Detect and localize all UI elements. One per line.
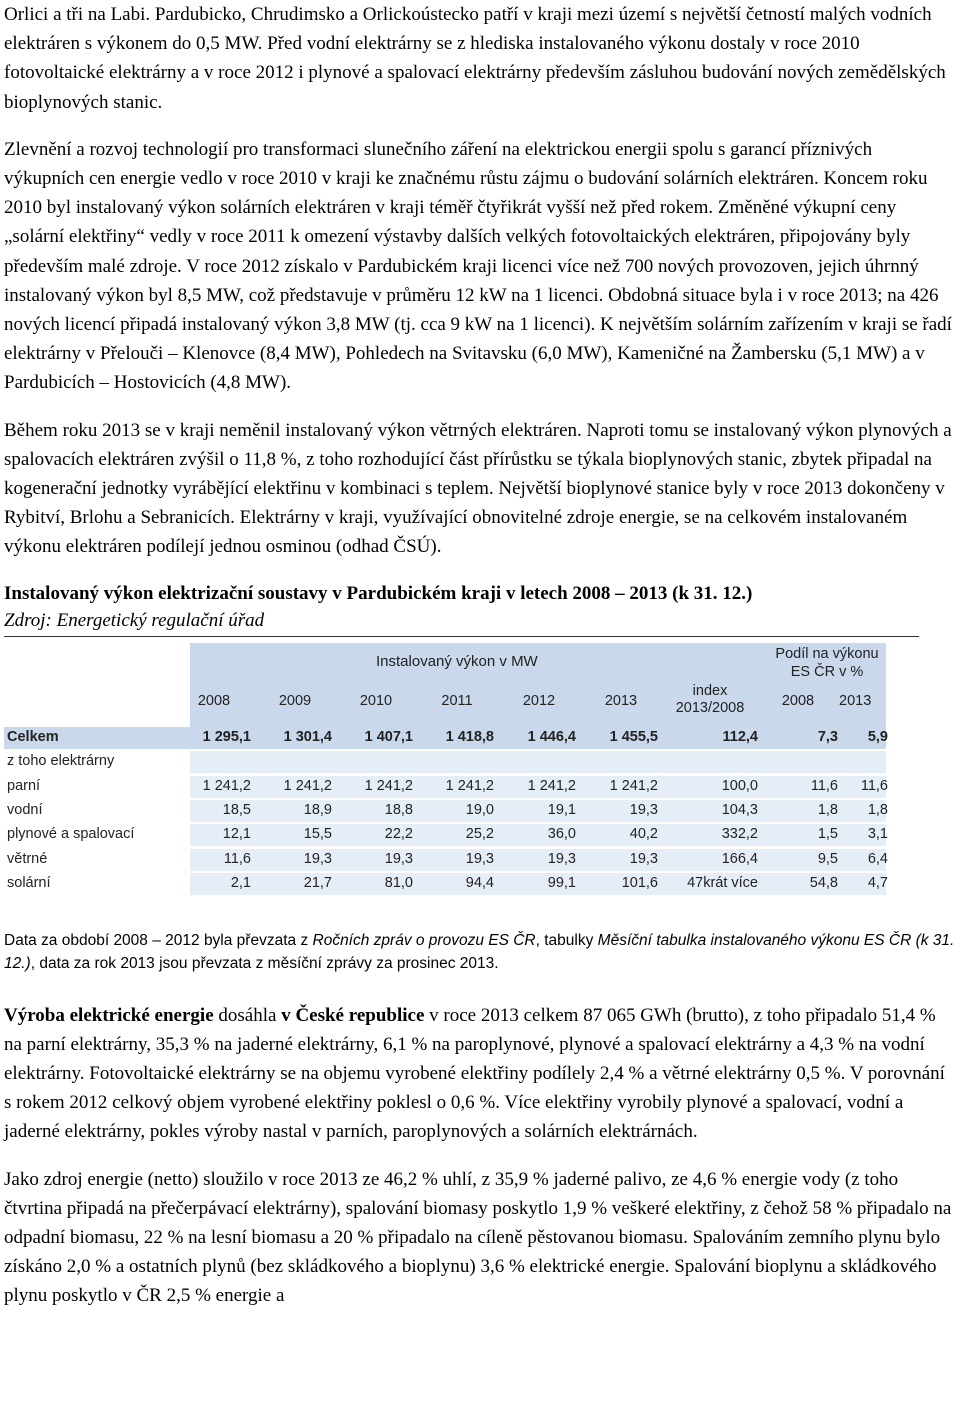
table-cell: 1 418,8 [445, 728, 494, 745]
table-cell: 1 407,1 [364, 728, 413, 745]
table-cell: 1 446,4 [527, 728, 576, 745]
table-cell: 1 241,2 [283, 777, 332, 794]
table-row [4, 873, 886, 895]
table-cell: 12,1 [222, 825, 251, 842]
year-header-2008: 2008 [197, 692, 231, 709]
paragraph-solar: Zlevnění a rozvoj technologií pro transformaci slunečního záření na elektrickou energii spolu s garancí příznivých výkupních cen energie vedlo v roce 2010 v kraji ke značnému růstu zájmu o budování solárních elektráren. Koncem roku 2010 byl instalovaný výkon solárních elektráren v kraji téměř čtyřikrát vyšší než před rokem. Změněné výkupní ceny „solární elektřiny“ vedly v roce 2011 k omezení výstavby dalších velkých fotovoltaických elektráren, připojovány byly především malé zdroje. V roce 2012 získalo v Pardubickém kraji licenci více než 700 nových provozoven, jejich úhrnný instalovaný výkon byl 8,5 MW, což představuje v průměru 12 kW na 1 licenci. Obdobná situace byla i v roce 2013; na 426 nových licencí připadá instalovaný výkon 3,8 MW (tj. cca 9 kW na 1 licenci). K největším solárním zařízením v kraji se řadí elektrárny v Přelouči – Klenovce (8,4 MW), Pohledech na Svitavsku (6,0 MW), Kameničné na Žambersku (5,1 MW) a v Pardubicích – Hostovicích (4,8 MW). [4, 138, 952, 394]
table-row [4, 751, 886, 773]
note-part-c: , tabulky [535, 931, 598, 949]
table-cell: 1 241,2 [609, 777, 658, 794]
table-note [4, 929, 956, 975]
table-title-share [768, 645, 886, 681]
index-header-line2: 2013/2008 [675, 699, 745, 716]
table-cell: 332,2 [721, 825, 758, 842]
table-cell: 54,8 [809, 874, 838, 891]
row-label: větrné [7, 850, 48, 867]
table-cell: 1 241,2 [445, 777, 494, 794]
row-label: vodní [7, 801, 43, 818]
table-cell: 112,4 [722, 728, 758, 745]
year-header-2010: 2010 [359, 692, 393, 709]
table-cell: 25,2 [465, 825, 494, 842]
table-cell: 19,3 [465, 850, 494, 867]
table-cell: 1,5 [817, 825, 838, 842]
table-title-main: Instalovaný výkon v MW [376, 652, 538, 670]
text-reached: dosáhla [213, 1004, 282, 1026]
table-row [4, 824, 886, 846]
table-row [4, 800, 886, 822]
table-cell: 19,3 [629, 801, 658, 818]
index-header-line1: index [692, 682, 728, 699]
table-cell: 47krát více [687, 874, 758, 891]
row-label: solární [7, 874, 51, 891]
table-cell: 18,8 [384, 801, 413, 818]
table-cell: 19,3 [303, 850, 332, 867]
table-cell: 11,6 [223, 850, 251, 867]
bold-czech-republic: v České republice [281, 1004, 425, 1026]
row-label: Celkem [7, 728, 59, 745]
table-cell: 11,6 [860, 777, 888, 794]
row-label: z toho elektrárny [7, 752, 115, 769]
table-cell: 18,5 [222, 801, 251, 818]
table-cell: 19,1 [547, 801, 576, 818]
table-cell: 36,0 [547, 825, 576, 842]
table-cell: 1 301,4 [283, 728, 332, 745]
year-header-2012: 2012 [522, 692, 556, 709]
table-cell: 81,0 [384, 874, 413, 891]
table-cell: 166,4 [721, 850, 758, 867]
table-cell: 7,3 [817, 728, 838, 745]
bold-electric-production: Výroba elektrické energie [4, 1004, 214, 1026]
table-cell: 1,8 [867, 801, 888, 818]
table-cell: 1 241,2 [364, 777, 413, 794]
note-part-e: , data za rok 2013 jsou převzata z měsíční zprávy za prosinec 2013. [30, 954, 499, 972]
note-part-d: Měsíční tabulka instalovaného výkonu ES ČR (k 31. 12.) [4, 931, 955, 972]
table-cell: 1 241,2 [202, 777, 251, 794]
row-label: parní [7, 777, 41, 794]
note-part-b: Ročních zpráv o provozu ES ČR [312, 931, 536, 949]
installed-capacity-table [4, 643, 886, 905]
table-row [4, 776, 886, 798]
table-cell: 6,4 [867, 850, 888, 867]
table-cell: 11,6 [810, 777, 838, 794]
table-cell: 1 455,5 [609, 728, 658, 745]
table-cell: 19,3 [384, 850, 413, 867]
table-cell: 19,3 [547, 850, 576, 867]
text-production-rest: v roce 2013 celkem 87 065 GWh (brutto), z toho připadalo 51,4 % na parní elektrárny, 35,3 % na jaderné elektrárny, 6,1 % na paroplynové, plynové a spalovací elektrárny a 4,3 % na vodní elektrárny. Fotovoltaické elektrárny se na objemu vyrobené elektřiny podílely 2,4 % a větrné elektrárny 0,5 %. V porovnání s rokem 2012 celkový objem vyrobené elektřiny poklesl o 0,6 %. Více elektřiny vyrobily plynové a spalovací, vodní a jaderné elektrárny, pokles výroby nastal v parních, paroplynových a solárních elektrárnách. [4, 1004, 945, 1143]
table-cell: 22,2 [384, 825, 413, 842]
table-cell: 21,7 [303, 874, 332, 891]
table-cell: 94,4 [465, 874, 494, 891]
table-cell: 1,8 [817, 801, 838, 818]
share-year-header-2013: 2013 [839, 692, 872, 709]
table-cell: 1 295,1 [202, 728, 251, 745]
table-row [4, 849, 886, 871]
table-cell: 101,6 [621, 874, 658, 891]
table-cell: 19,0 [465, 801, 494, 818]
table-cell: 100,0 [721, 777, 758, 794]
divider [4, 636, 919, 637]
table-cell: 9,5 [817, 850, 838, 867]
table-cell: 19,3 [629, 850, 658, 867]
paragraph-wind-biogas: Během roku 2013 se v kraji neměnil instalovaný výkon větrných elektráren. Naproti tomu se instalovaný výkon plynových a spalovacích elektráren zvýšil o 11,8 %, z toho rozhodující část přírůstku se týkala bioplynových stanic, zbytek připadal na kogenerační jednotky vyrábějící elektřinu v kombinaci s teplem. Největší bioplynové stanice byly v roce 2013 dokončeny v Rybitví, Brlohu a Sebranicích. Elektrárny v kraji, využívající obnovitelné zdroje energie, se na celkovém instalovaném výkonu elektráren podílejí jednou osminou (odhad ČSÚ). [4, 419, 952, 558]
paragraph-cz-production [4, 1001, 956, 1147]
share-year-header-2008: 2008 [781, 692, 815, 709]
table-cell: 3,1 [867, 825, 888, 842]
table-cell: 15,5 [303, 825, 332, 842]
table-heading: Instalovaný výkon elektrizační soustavy v Pardubickém kraji v letech 2008 – 2013 (k 31. 12.) [4, 582, 753, 604]
table-title-share-line1: Podíl na výkonu [775, 645, 879, 662]
paragraph-hydro: Orlici a tři na Labi. Pardubicko, Chrudimsko a Orlickoústecko patří v kraji mezi území s největší četností malých vodních elektráren s výkonem do 0,5 MW. Před vodní elektrárny se z hlediska instalovaného výkonu dostaly v roce 2010 fotovoltaické elektrárny a v roce 2012 i plynové a spalovací elektrárny především zásluhou budování nových zemědělských bioplynových stanic. [4, 4, 946, 113]
table-source: Zdroj: Energetický regulační úřad [4, 609, 265, 631]
table-cell: 5,9 [867, 728, 888, 745]
paragraph-energy-sources: Jako zdroj energie (netto) sloužilo v roce 2013 ze 46,2 % uhlí, z 35,9 % jaderné palivo, ze 4,6 % energie vody (z toho čtvrtina připadá na přečerpávací elektrárny), spalování biomasy poskytlo 1,9 % veškeré elektřiny, z čehož 58 % připadalo na odpadní biomasu, 22 % na lesní biomasu a 20 % připadalo na cíleně pěstovanou biomasu. Spalováním zemního plynu bylo získáno 2,0 % a ostatních plynů (bez skládkového a bioplynu) 3,6 % elektrické energie. Spalování bioplynu a skládkového plynu poskytlo v ČR 2,5 % energie a [4, 1168, 952, 1307]
year-header-2009: 2009 [278, 692, 312, 709]
table-cell: 104,3 [721, 801, 758, 818]
table-title-share-line2: ES ČR v % [790, 663, 864, 680]
note-part-a: Data za období 2008 – 2012 byla převzata z [4, 931, 313, 949]
table-cell: 40,2 [629, 825, 658, 842]
year-header-2013: 2013 [604, 692, 638, 709]
table-cell: 99,1 [547, 874, 576, 891]
year-header-2011: 2011 [441, 692, 473, 709]
table-row [4, 727, 886, 749]
table-cell: 18,9 [303, 801, 332, 818]
row-label: plynové a spalovací [7, 825, 135, 842]
table-cell: 1 241,2 [527, 777, 576, 794]
table-cell: 2,1 [230, 874, 251, 891]
table-cell: 4,7 [867, 874, 888, 891]
index-header [660, 683, 760, 717]
document-page [4, 0, 956, 1329]
